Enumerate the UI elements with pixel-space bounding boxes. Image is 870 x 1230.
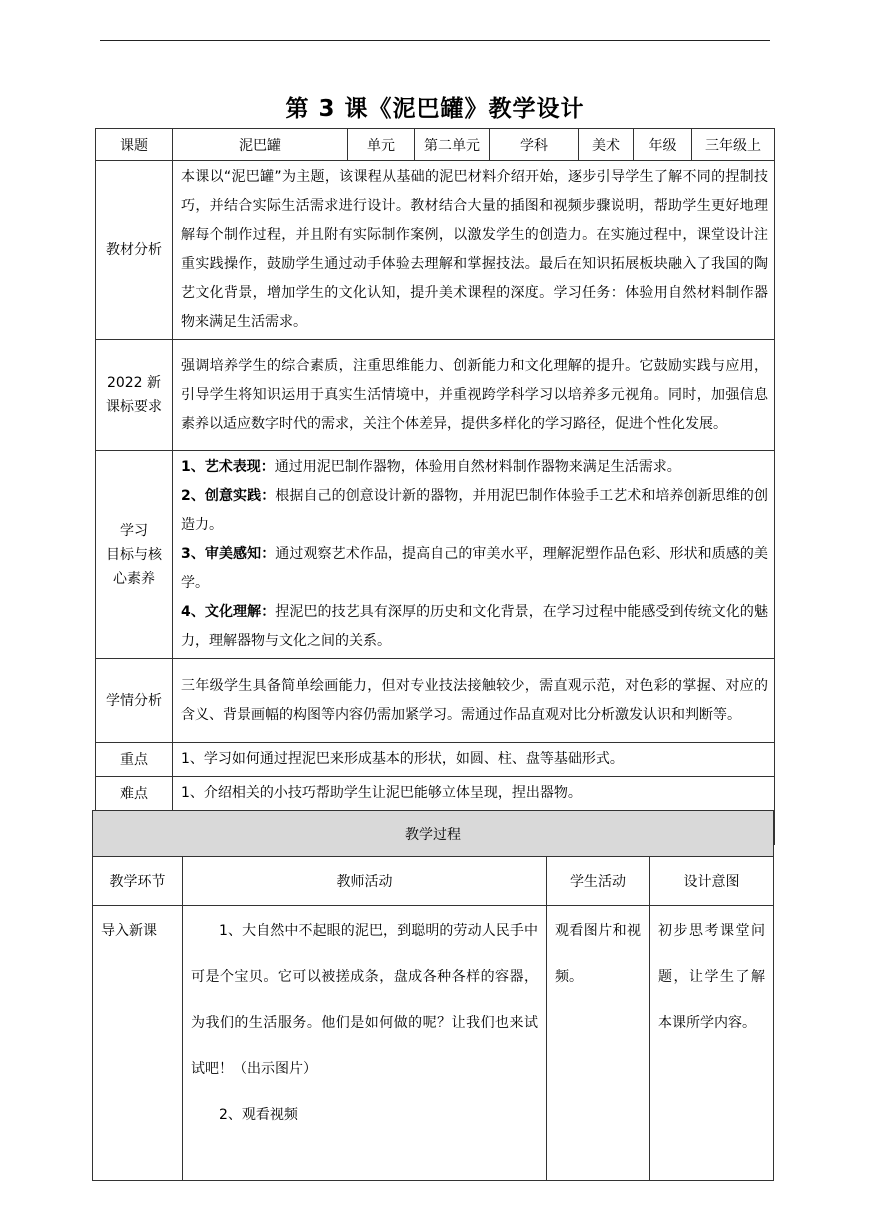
teacher-activity-p2: 2、观看视频 [219, 1107, 298, 1123]
goals-row [96, 451, 775, 659]
learner-label: 学情分析 [96, 659, 173, 743]
header-rule [100, 40, 770, 41]
student-activity-cell: 观看图片和视频。 [547, 906, 650, 1181]
goals-label-line3: 心素养 [113, 570, 155, 587]
header-stage: 教学环节 [93, 857, 183, 906]
goal-item [181, 482, 768, 540]
key-point-text: 1、学习如何通过捏泥巴来形成基本的形状，如圆、柱、盘等基础形式。 [173, 743, 775, 777]
analysis-label: 教材分析 [96, 161, 173, 340]
goal-head: 3、审美感知： [181, 546, 276, 562]
header-student: 学生活动 [547, 857, 650, 906]
subject-label: 学科 [490, 129, 579, 161]
standard-label-line2: 课标要求 [106, 399, 162, 415]
key-point-row [96, 743, 775, 777]
header-intent: 设计意图 [650, 857, 774, 906]
goal-item [181, 453, 768, 482]
goal-body: 通过观察艺术作品，提高自己的审美水平，理解泥塑作品色彩、形状和质感的美学。 [181, 546, 768, 591]
analysis-row [96, 161, 775, 340]
info-row [96, 129, 775, 161]
standard-row [96, 340, 775, 451]
key-point-label: 重点 [96, 743, 173, 777]
goal-body: 捏泥巴的技艺具有深厚的历史和文化背景，在学习过程中能感受到传统文化的魅力，理解器物与文化之间的关系。 [181, 604, 768, 649]
design-intent-cell: 初步思考课堂问题，让学生了解本课所学内容。 [650, 906, 774, 1181]
subject-value: 美术 [579, 129, 634, 161]
goal-head: 2、创意实践： [181, 488, 276, 504]
table-row [93, 906, 774, 1181]
goal-head: 4、文化理解： [181, 604, 276, 620]
goal-body: 根据自己的创意设计新的器物，并用泥巴制作体验手工艺术和培养创新思维的创造力。 [181, 488, 768, 533]
difficulty-text: 1、介绍相关的小技巧帮助学生让泥巴能够立体呈现，捏出器物。 [173, 777, 775, 811]
grade-value: 三年级上 [692, 129, 775, 161]
goal-item [181, 598, 768, 656]
topic-label: 课题 [96, 129, 173, 161]
goal-head: 1、艺术表现： [181, 459, 275, 475]
difficulty-row [96, 777, 775, 811]
learner-row [96, 659, 775, 743]
analysis-text: 本课以“泥巴罐”为主题，该课程从基础的泥巴材料介绍开始，逐步引导学生了解不同的捏制技巧，并结合实际生活需求进行设计。教材结合大量的插图和视频步骤说明，帮助学生更好地理解每个制作过程，并且附有实际制作案例，以激发学生的创造力。在实施过程中，课堂设计注重实践操作，鼓励学生通过动手体验去理解和掌握技法。最后在知识拓展板块融入了我国的陶艺文化背景，增加学生的文化认知，提升美术课程的深度。学习任务：体验用自然材料制作器物来满足生活需求。 [173, 161, 775, 340]
lesson-info-table [95, 128, 775, 845]
learner-text: 三年级学生具备简单绘画能力，但对专业技法接触较少，需直观示范，对色彩的掌握、对应的含义、背景画幅的构图等内容仍需加紧学习。需通过作品直观对比分析激发认识和判断等。 [173, 659, 775, 743]
goals-label-line1: 学习 [120, 522, 148, 539]
teacher-activity-cell [183, 906, 547, 1181]
goals-label [96, 451, 173, 659]
grade-label: 年级 [634, 129, 692, 161]
goals-text [173, 451, 775, 659]
standard-text: 强调培养学生的综合素质，注重思维能力、创新能力和文化理解的提升。它鼓励实践与应用，引导学生将知识运用于真实生活情境中，并重视跨学科学习以培养多元视角。同时，加强信息素养以适应数字时代的需求，关注个体差异，提供多样化的学习路径，促进个性化发展。 [173, 340, 775, 451]
teacher-activity-p1: 1、大自然中不起眼的泥巴，到聪明的劳动人民手中可是个宝贝。它可以被搓成条，盘成各种各样的容器，为我们的生活服务。他们是如何做的呢？让我们也来试试吧！（出示图片） [191, 923, 538, 1077]
process-header-row [93, 857, 774, 906]
process-title: 教学过程 [93, 811, 774, 857]
page-title: 第 3 课《泥巴罐》教学设计 [285, 96, 585, 122]
header-teacher: 教师活动 [183, 857, 547, 906]
topic-value: 泥巴罐 [173, 129, 348, 161]
unit-label: 单元 [348, 129, 415, 161]
standard-label-line1: 2022 新 [106, 375, 162, 391]
goal-item [181, 540, 768, 598]
difficulty-label: 难点 [96, 777, 173, 811]
unit-value: 第二单元 [415, 129, 490, 161]
teaching-process-table [92, 810, 774, 1181]
standard-label [96, 340, 173, 451]
goal-body: 通过用泥巴制作器物，体验用自然材料制作器物来满足生活需求。 [274, 459, 681, 475]
stage-cell: 导入新课 [93, 906, 183, 1181]
goals-label-line2: 目标与核 [106, 546, 162, 563]
process-title-row [93, 811, 774, 857]
